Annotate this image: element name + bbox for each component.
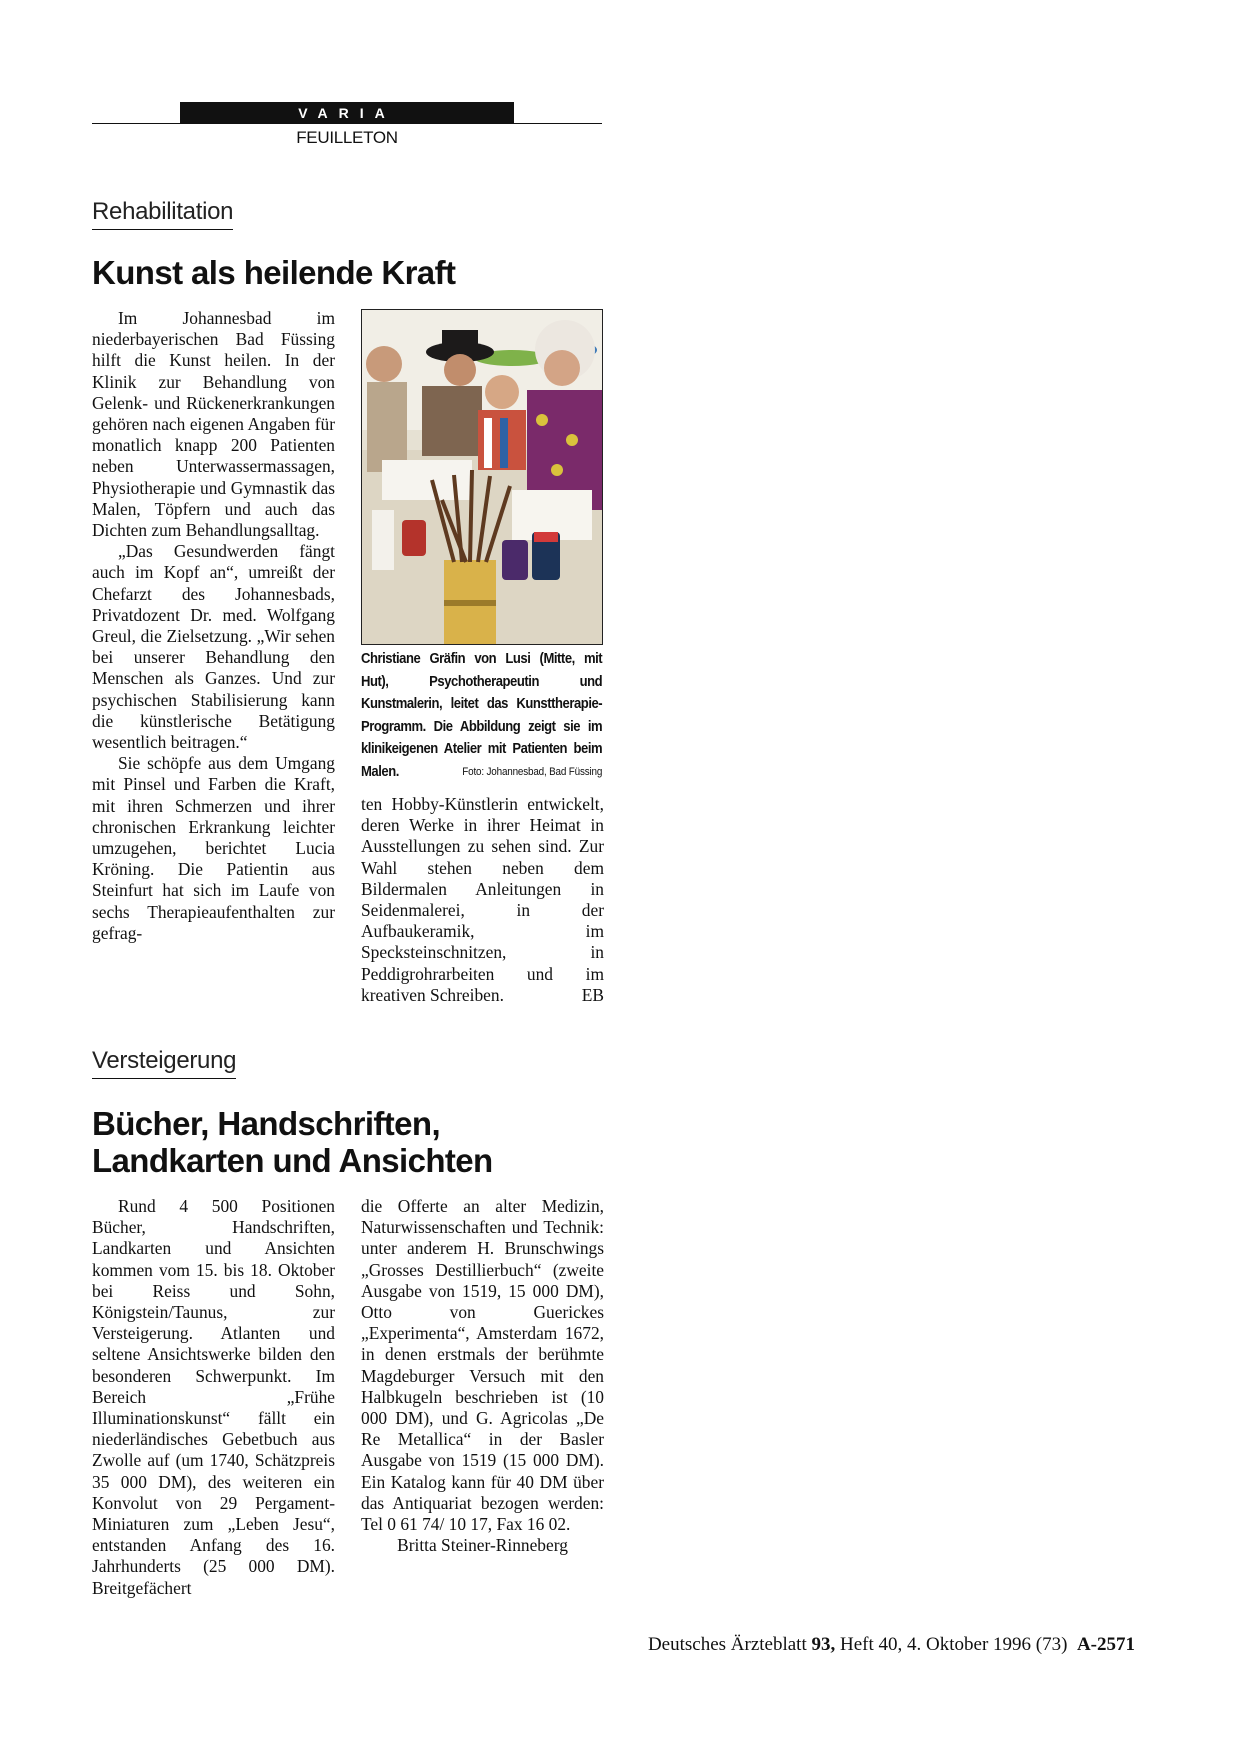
- article2-column-1: [92, 1196, 335, 1599]
- paragraph: [361, 794, 604, 1006]
- paragraph: die Offerte an alter Medizin, Naturwissenschaften und Technik: unter anderem H. Brunschwings „Grosses Destillierbuch“ (zweite Ausgabe von 1519, 15 000 DM), Otto von Guerickes „Experimenta“, Amsterdam 1672, in denen erstmals der berühmte Magdeburger Versuch mit den Halbkugeln beschrieben ist (10 000 DM), und G. Agricolas „De Re Metallica“ in der Basler Ausgabe von 1519 (15 000 DM). Ein Katalog kann für 40 DM über das Antiquariat bezogen werden: Tel 0 61 74/ 10 17, Fax 16 02.: [361, 1196, 604, 1535]
- photo-credit: Foto: Johannesbad, Bad Füssing: [462, 765, 603, 778]
- page-footer: [648, 1634, 1135, 1656]
- paragraph: Sie schöpfe aus dem Umgang mit Pinsel und Farben die Kraft, mit ihren Schmerzen und ihrer chronischen Erkrankung leichter umzugehen, berichtet Lucia Kröning. Die Patientin aus Steinfurt hat sich im Laufe von sechs Therapieaufenthalten zur gefrag-: [92, 753, 335, 943]
- page-number: A-2571: [1076, 1634, 1135, 1655]
- signature: EB: [581, 984, 604, 1005]
- caption-text: Christiane Gräfin von Lusi (Mitte, mit Hut), Psychotherapeutin und Kunstmalerin, leitet das Kunsttherapie-Programm. Die Abbildung zeigt sie im klinikeigenen Atelier mit Patienten beim Malen.: [361, 651, 603, 780]
- article2-kicker: Versteigerung: [92, 1047, 236, 1079]
- volume-number: 93,: [811, 1634, 836, 1655]
- article2-column-2: [361, 1196, 604, 1556]
- journal-name: Deutsches Ärzteblatt: [647, 1634, 807, 1655]
- issue-info: Heft 40, 4. Oktober 1996 (73): [840, 1634, 1068, 1655]
- paragraph: „Das Gesundwerden fängt auch im Kopf an“, umreißt der Chefarzt des Johannesbads, Privatdozent Dr. med. Wolfgang Greul, die Zielsetzung. „Wir sehen bei unserer Behandlung den Menschen als Ganzes. Und zur psychischen Stabilisierung kann die künstlerische Betätigung wesentlich beitragen.“: [92, 541, 335, 753]
- article2-headline: [92, 1105, 493, 1179]
- author-byline: Britta Steiner-Rinneberg: [397, 1535, 568, 1556]
- article1-kicker: Rehabilitation: [92, 198, 233, 230]
- article1-headline: Kunst als heilende Kraft: [92, 254, 456, 291]
- photo-caption: [361, 648, 602, 783]
- subsection-label: FEUILLETON: [296, 128, 398, 147]
- paragraph-text: ten Hobby-Künstlerin entwickelt, deren Werke in ihrer Heimat in Ausstellungen zu sehen sind. Zur Wahl stehen neben dem Bildermalen Anleitungen in Seidenmalerei, in der Aufbaukeramik, im Specksteinschnitzen, in Peddigrohrarbeiten und im kreativen Schreiben.: [361, 794, 604, 1005]
- paragraph: Rund 4 500 Positionen Bücher, Handschriften, Landkarten und Ansichten kommen vom 15. bis 18. Oktober bei Reiss und Sohn, Königstein/Taunus, zur Versteigerung. Atlanten und seltene Ansichtswerke bilden den besonderen Schwerpunkt. Im Bereich „Frühe Illuminationskunst“ fällt ein niederländisches Gebetbuch aus Zwolle auf (um 1740, Schätzpreis 35 000 DM), des weiteren ein Konvolut von 29 Pergament-Miniaturen zum „Leben Jesu“, entstanden Anfang des 16. Jahrhunderts (25 000 DM). Breitgefächert: [92, 1196, 335, 1598]
- article1-column-2: [361, 794, 604, 1006]
- article1-column-1: [92, 308, 335, 944]
- article-photo: [361, 309, 603, 645]
- section-label: VARIA: [180, 102, 514, 124]
- paragraph: Im Johannesbad im niederbayerischen Bad Füssing hilft die Kunst heilen. In der Klinik zur Behandlung von Gelenk- und Rückenerkrankungen gehören nach eigenen Angaben für monatlich knapp 200 Patienten neben Unterwassermassagen, Physiotherapie und Gymnastik das Malen, Töpfern und auch das Dichten zum Behandlungsalltag.: [92, 308, 335, 541]
- photo-illustration: [362, 310, 602, 644]
- headline-line: Bücher, Handschriften,: [92, 1105, 441, 1142]
- headline-line: Landkarten und Ansichten: [92, 1142, 493, 1179]
- header-rule: [92, 123, 602, 124]
